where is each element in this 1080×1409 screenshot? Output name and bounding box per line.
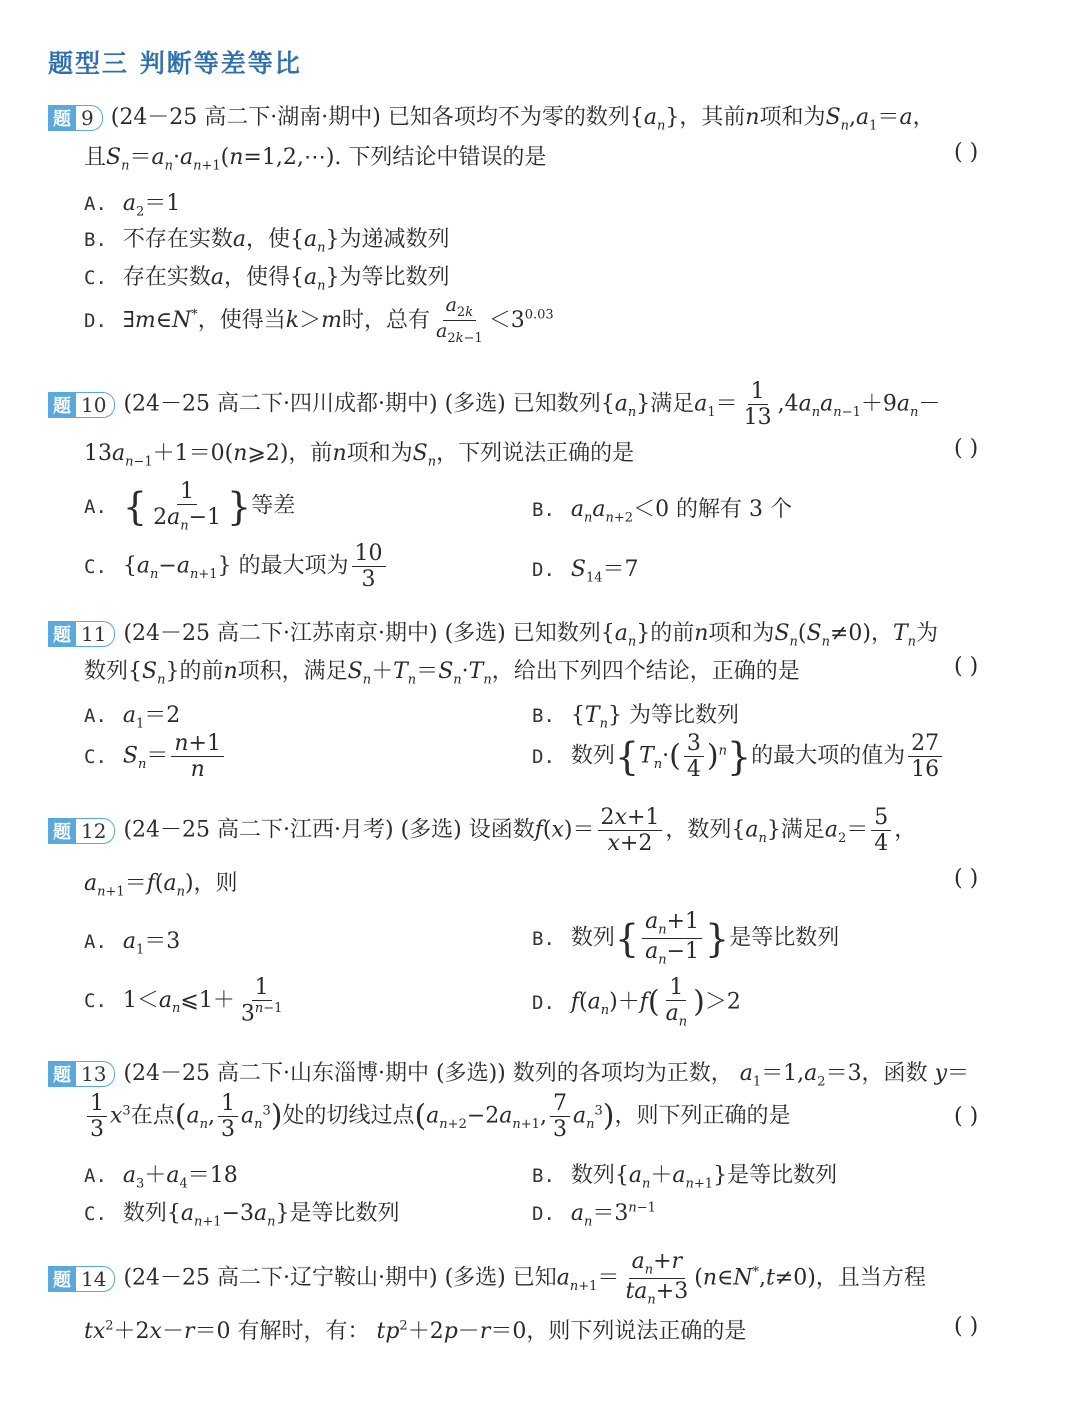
q10-option-c: C. $\{a_n-a_{n+1}\}$ 的最大项为 $\frac{10}{3}$ [84, 542, 389, 591]
answer-paren: ( ) [954, 140, 979, 165]
section-title: 题型三 判断等差等比 [48, 49, 302, 78]
q9-option-d: D. ∃m∈N*，使得当k＞m时，总有 $\frac{a_{2k}}{a_{2k-1}}$ $<3^{0.03}$ [84, 294, 554, 347]
q10-option-b: B. $a_na_{n+2}<0$ 的解有 3 个 [532, 497, 793, 526]
q13-option-b: B. 数列$\{a_n+a_{n+1}\}$是等比数列 [532, 1163, 838, 1192]
question-12-line1: 题 12 (24－25 高二下·江西·月考) (多选) 设函数f(x)＝ $\frac{2x+1}{x+2}$ ，数列$\{a_n\}$满足$a_2=$ $\frac{5}{4}$ ， [48, 806, 916, 855]
question-badge: 题 10 [48, 392, 115, 418]
question-badge: 题 13 [48, 1061, 115, 1087]
q12-option-a: A. $a_1=3$ [84, 929, 181, 958]
q9-option-a: A. $a_2=1$ [84, 191, 181, 220]
q13-option-d: D. $a_n=3^{n-1}$ [532, 1200, 656, 1230]
q9-option-c: C. 存在实数a，使得$\{a_n\}$为等比数列 [84, 265, 450, 294]
q11-option-d: D. 数列{$T_n\cdot$( $\frac{3}{4}$ )$^n$}的最大项的值为 $\frac{27}{16}$ [532, 732, 945, 781]
q10-option-a: A. { $\frac{1}{2a_n-1}$ }等差 [84, 479, 296, 534]
answer-paren: ( ) [954, 436, 979, 461]
q11-option-b: B. $\{T_n\}$ 为等比数列 [532, 703, 739, 732]
question-11-line1: 题 11 (24－25 高二下·江苏南京·期中) (多选) 已知数列$\{a_n\}$的前n项和为$S_n(S_n\ne 0)$，$T_n$为 [48, 616, 938, 649]
question-badge: 题 14 [48, 1266, 115, 1292]
question-9-line2: 且$S_n=a_n\cdot a_{n+1}(n=1,2,\cdots)$. 下列结论中错误的是 [84, 145, 547, 174]
question-12-line2: $a_{n+1}=f(a_n)$，则 [84, 871, 238, 900]
q9-option-b: B. 不存在实数a，使$\{a_n\}$为递减数列 [84, 227, 450, 256]
q12-option-d: D. $f(a_n)+f$( $\frac{1}{a_n}$ )＞2 [532, 975, 741, 1030]
answer-paren: ( ) [954, 1104, 979, 1129]
question-11-line2: 数列$\{S_n\}$的前n项积，满足$S_n+T_n=S_n\cdot T_n$，给出下列四个结论，正确的是 [84, 659, 800, 688]
answer-paren: ( ) [954, 1314, 979, 1339]
question-13-line2: $\frac{1}{3}$ $x^3$在点($a_n$, $\frac{1}{3}$ $a_n^3$)处的切线过点($a_{n+2}-2a_{n+1}$, $\frac{7}{3}$ $a_n^3$)，则下列正确的是 [84, 1092, 790, 1141]
q12-option-c: C. $1<a_n⩽1+$ $\frac{1}{3^{n-1}}$ [84, 975, 283, 1027]
question-badge: 题 9 [48, 105, 103, 131]
q11-option-c: C. $S_n=$ $\frac{n+1}{n}$ [84, 732, 227, 781]
question-13-line1: 题 13 (24－25 高二下·山东淄博·期中 (多选)) 数列的各项均为正数， $a_1=1,a_2=3$，函数 y＝ [48, 1056, 969, 1089]
question-badge: 题 12 [48, 818, 115, 844]
q13-option-a: A. $a_3+a_4=18$ [84, 1163, 238, 1192]
answer-paren: ( ) [954, 654, 979, 679]
question-10-line1: 题 10 (24－25 高二下·四川成都·期中) (多选) 已知数列$\{a_n\}$满足$a_1=$ $\frac{1}{13}$ $,4a_na_{n-1}+9a_n-$ [48, 380, 940, 429]
q13-option-c: C. 数列$\{a_{n+1}-3a_n\}$是等比数列 [84, 1201, 400, 1230]
question-9-line1: 题 9 (24－25 高二下·湖南·期中) 已知各项均不为零的数列$\{a_n\}$，其前n项和为$S_n,a_1=a$， [48, 100, 935, 133]
question-14-line2: $tx^2+2x-r=0$ 有解时，有： $tp^2+2p-r=0$，则下列说法正确的是 [84, 1318, 747, 1344]
question-badge: 题 11 [48, 621, 115, 647]
question-10-line2: $13a_{n-1}+1=0(n⩾2)$，前n项和为$S_n$，下列说法正确的是 [84, 441, 635, 470]
q11-option-a: A. $a_1=2$ [84, 703, 181, 732]
q12-option-b: B. 数列{ $\frac{a_n+1}{a_n-1}$ }是等比数列 [532, 909, 840, 968]
answer-paren: ( ) [954, 866, 979, 891]
question-14-line1: 题 14 (24－25 高二下·辽宁鞍山·期中) (多选) 已知$a_{n+1}=$ $\frac{a_n+r}{ta_n+3}$ (n∈N*,t≠0)，且当方程 [48, 1250, 926, 1307]
q10-option-d: D. $S_{14}=7$ [532, 557, 639, 586]
